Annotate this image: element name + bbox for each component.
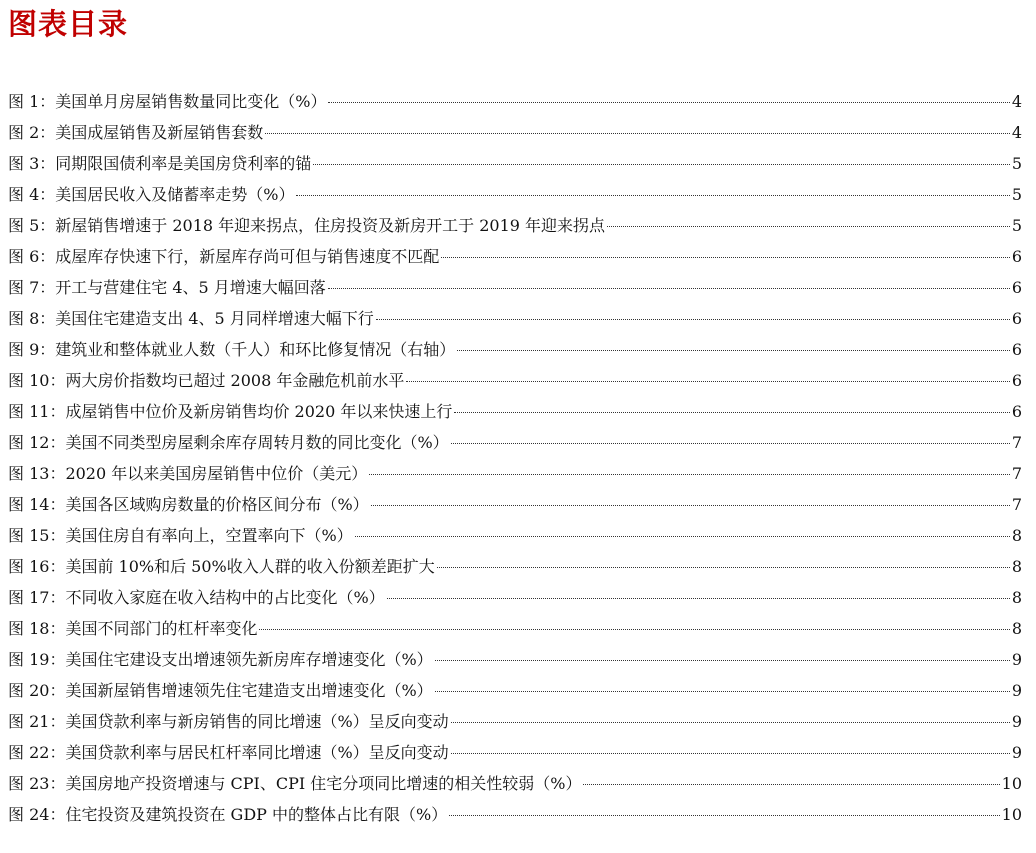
toc-entry-page: 8	[1011, 557, 1022, 576]
toc-entry[interactable]	[8, 241, 1022, 272]
toc-entry-page: 9	[1011, 681, 1022, 700]
page-title: 图表目录	[8, 7, 129, 41]
dot-leader	[441, 256, 1010, 258]
toc-entry-page: 6	[1011, 371, 1022, 390]
dot-leader	[449, 814, 999, 816]
toc-entry[interactable]	[8, 799, 1022, 830]
toc-entry[interactable]	[8, 334, 1022, 365]
toc-entry[interactable]	[8, 303, 1022, 334]
toc-entry-label: 图 19：美国住宅建设支出增速领先新房库存增速变化（%）	[8, 650, 433, 669]
toc-entry-label: 图 6：成屋库存快速下行，新屋库存尚可但与销售速度不匹配	[8, 247, 440, 266]
toc-entry-page: 6	[1011, 402, 1022, 421]
toc-entry-page: 9	[1011, 743, 1022, 762]
toc-entry[interactable]	[8, 737, 1022, 768]
toc-entry[interactable]	[8, 272, 1022, 303]
toc-entry-page: 5	[1011, 154, 1022, 173]
dot-leader	[265, 132, 1010, 134]
dot-leader	[259, 628, 1009, 630]
dot-leader	[313, 163, 1010, 165]
toc-entry-page: 10	[1001, 805, 1022, 824]
dot-leader	[437, 566, 1010, 568]
dot-leader	[435, 659, 1010, 661]
toc-entry-page: 10	[1001, 774, 1022, 793]
toc-entry[interactable]	[8, 520, 1022, 551]
dot-leader	[328, 287, 1010, 289]
toc-entry-page: 8	[1011, 526, 1022, 545]
toc-entry-label: 图 7：开工与营建住宅 4、5 月增速大幅回落	[8, 278, 326, 297]
toc-entry[interactable]	[8, 675, 1022, 706]
toc-entry[interactable]	[8, 458, 1022, 489]
toc-entry-label: 图 2：美国成屋销售及新屋销售套数	[8, 123, 264, 142]
dot-leader	[451, 721, 1010, 723]
toc-entry[interactable]	[8, 644, 1022, 675]
toc-entry-label: 图 23：美国房地产投资增速与 CPI、CPI 住宅分项同比增速的相关性较弱（%）	[8, 774, 582, 793]
toc-entry-page: 7	[1011, 495, 1022, 514]
toc-entry-label: 图 17：不同收入家庭在收入结构中的占比变化（%）	[8, 588, 385, 607]
toc-entry-page: 7	[1011, 433, 1022, 452]
toc-entry-label: 图 18：美国不同部门的杠杆率变化	[8, 619, 258, 638]
toc-entry[interactable]	[8, 117, 1022, 148]
toc-entry[interactable]	[8, 489, 1022, 520]
toc-entry-label: 图 8：美国住宅建造支出 4、5 月同样增速大幅下行	[8, 309, 374, 328]
toc-entry-label: 图 4：美国居民收入及储蓄率走势（%）	[8, 185, 295, 204]
toc-entry-page: 9	[1011, 650, 1022, 669]
toc-entry[interactable]	[8, 582, 1022, 613]
dot-leader	[607, 225, 1010, 227]
dot-leader	[369, 473, 1010, 475]
toc-entry-page: 4	[1011, 123, 1022, 142]
figure-list	[8, 86, 1022, 830]
dot-leader	[451, 752, 1010, 754]
dot-leader	[296, 194, 1009, 196]
toc-entry-label: 图 21：美国贷款利率与新房销售的同比增速（%）呈反向变动	[8, 712, 449, 731]
toc-entry-label: 图 15：美国住房自有率向上，空置率向下（%）	[8, 526, 353, 545]
dot-leader	[454, 411, 1009, 413]
dot-leader	[387, 597, 1010, 599]
toc-entry-page: 9	[1011, 712, 1022, 731]
dot-leader	[328, 101, 1009, 103]
toc-entry[interactable]	[8, 86, 1022, 117]
toc-entry-label: 图 12：美国不同类型房屋剩余库存周转月数的同比变化（%）	[8, 433, 449, 452]
dot-leader	[435, 690, 1010, 692]
dot-leader	[376, 318, 1010, 320]
toc-entry-label: 图 10：两大房价指数均已超过 2008 年金融危机前水平	[8, 371, 405, 390]
toc-entry-label: 图 22：美国贷款利率与居民杠杆率同比增速（%）呈反向变动	[8, 743, 449, 762]
toc-entry-label: 图 13：2020 年以来美国房屋销售中位价（美元）	[8, 464, 368, 483]
toc-entry-page: 7	[1011, 464, 1022, 483]
toc-entry-page: 6	[1011, 340, 1022, 359]
dot-leader	[451, 442, 1010, 444]
toc-entry-label: 图 20：美国新屋销售增速领先住宅建造支出增速变化（%）	[8, 681, 433, 700]
toc-entry-label: 图 16：美国前 10%和后 50%收入人群的收入份额差距扩大	[8, 557, 435, 576]
toc-entry[interactable]	[8, 706, 1022, 737]
toc-entry-label: 图 1：美国单月房屋销售数量同比变化（%）	[8, 92, 327, 111]
toc-entry[interactable]	[8, 365, 1022, 396]
toc-entry[interactable]	[8, 179, 1022, 210]
toc-entry-page: 8	[1011, 588, 1022, 607]
toc-entry[interactable]	[8, 148, 1022, 179]
toc-entry-label: 图 9：建筑业和整体就业人数（千人）和环比修复情况（右轴）	[8, 340, 456, 359]
toc-entry-label: 图 24：住宅投资及建筑投资在 GDP 中的整体占比有限（%）	[8, 805, 448, 824]
toc-entry-label: 图 14：美国各区域购房数量的价格区间分布（%）	[8, 495, 369, 514]
dot-leader	[371, 504, 1010, 506]
toc-entry-page: 5	[1011, 216, 1022, 235]
toc-entry-page: 6	[1011, 309, 1022, 328]
toc-entry-page: 6	[1011, 247, 1022, 266]
toc-entry-label: 图 11：成屋销售中位价及新房销售均价 2020 年以来快速上行	[8, 402, 453, 421]
dot-leader	[406, 380, 1009, 382]
toc-entry[interactable]	[8, 768, 1022, 799]
toc-entry[interactable]	[8, 551, 1022, 582]
toc-entry-label: 图 3：同期限国债利率是美国房贷利率的锚	[8, 154, 312, 173]
toc-entry-page: 6	[1011, 278, 1022, 297]
toc-entry-label: 图 5：新屋销售增速于 2018 年迎来拐点，住房投资及新房开工于 2019 年迎来拐点	[8, 216, 606, 235]
toc-entry-page: 8	[1011, 619, 1022, 638]
toc-entry-page: 5	[1011, 185, 1022, 204]
dot-leader	[355, 535, 1010, 537]
toc-entry[interactable]	[8, 613, 1022, 644]
dot-leader	[457, 349, 1010, 351]
toc-entry[interactable]	[8, 427, 1022, 458]
dot-leader	[583, 783, 999, 785]
toc-entry-page: 4	[1011, 92, 1022, 111]
toc-entry[interactable]	[8, 210, 1022, 241]
toc-entry[interactable]	[8, 396, 1022, 427]
